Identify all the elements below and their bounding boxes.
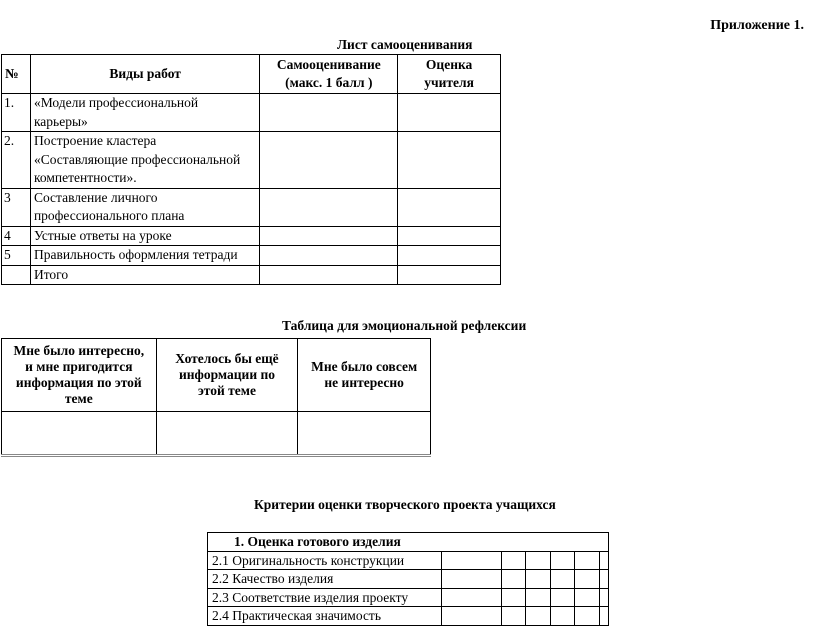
reflection-line: Мне было интересно, <box>13 343 145 358</box>
row-num: 5 <box>2 246 31 266</box>
header-teacher-line2: учителя <box>424 75 474 90</box>
self-score-cell[interactable] <box>260 246 398 266</box>
table-row <box>2 132 501 189</box>
reflection-table <box>1 338 431 457</box>
table-row <box>2 94 501 132</box>
reflection-col-want-more <box>156 339 298 412</box>
criteria-label: 2.2 Качество изделия <box>208 570 442 589</box>
table-row <box>208 607 609 626</box>
row-work-line: Составление личного <box>33 189 158 205</box>
row-work-line: карьеры» <box>33 113 88 129</box>
appendix-label: Приложение 1. <box>710 18 804 33</box>
table-row <box>208 570 609 589</box>
reflection-line: не интересно <box>324 375 404 390</box>
criteria-score-cell[interactable] <box>575 588 600 607</box>
criteria-score-cell[interactable] <box>442 607 502 626</box>
criteria-score-cell[interactable] <box>575 551 600 570</box>
criteria-section-header: 1. Оценка готового изделия <box>208 533 609 552</box>
criteria-score-cell[interactable] <box>501 570 526 589</box>
criteria-label: 2.1 Оригинальность конструкции <box>208 551 442 570</box>
teacher-score-cell[interactable] <box>398 265 501 285</box>
criteria-score-cell[interactable] <box>442 588 502 607</box>
row-num: 1. <box>2 94 31 132</box>
row-work <box>30 188 259 226</box>
self-score-cell[interactable] <box>260 94 398 132</box>
row-work: Правильность оформления тетради <box>30 246 259 266</box>
row-num: 2. <box>2 132 31 189</box>
table-row-total <box>2 265 501 285</box>
criteria-score-cell[interactable] <box>526 607 551 626</box>
criteria-score-cell[interactable] <box>550 570 575 589</box>
reflection-line: Мне было совсем <box>311 359 418 374</box>
criteria-label: 2.3 Соответствие изделия проекту <box>208 588 442 607</box>
row-num <box>2 265 31 285</box>
self-score-cell[interactable] <box>260 265 398 285</box>
header-work: Виды работ <box>30 55 259 94</box>
row-work-line: «Составляющие профессиональной <box>33 151 241 167</box>
row-work-line: профессионального плана <box>33 208 185 223</box>
self-assessment-title: Лист самооценивания <box>337 37 473 52</box>
criteria-score-cell[interactable] <box>501 607 526 626</box>
header-self-line1: Самооценивание <box>276 56 381 72</box>
row-work: Итого <box>30 265 259 285</box>
self-score-cell[interactable] <box>260 226 398 246</box>
reflection-line: теме <box>64 391 93 406</box>
criteria-score-cell[interactable] <box>526 588 551 607</box>
table-row <box>2 226 501 246</box>
header-self-line2: (макс. 1 балл ) <box>285 75 373 90</box>
reflection-col-interesting <box>2 339 157 412</box>
criteria-score-cell[interactable] <box>501 551 526 570</box>
criteria-score-cell[interactable] <box>599 551 608 570</box>
self-score-cell[interactable] <box>260 188 398 226</box>
header-teacher <box>398 55 501 94</box>
reflection-answer-cell[interactable] <box>298 412 431 456</box>
table-row <box>2 246 501 266</box>
criteria-score-cell[interactable] <box>550 607 575 626</box>
reflection-answer-cell[interactable] <box>2 412 157 456</box>
criteria-score-cell[interactable] <box>442 551 502 570</box>
criteria-score-cell[interactable] <box>599 607 608 626</box>
criteria-score-cell[interactable] <box>575 570 600 589</box>
criteria-score-cell[interactable] <box>550 551 575 570</box>
criteria-label: 2.4 Практическая значимость <box>208 607 442 626</box>
reflection-title: Таблица для эмоциональной рефлексии <box>282 318 527 333</box>
self-assessment-table <box>1 54 501 285</box>
criteria-score-cell[interactable] <box>550 588 575 607</box>
reflection-line: этой теме <box>197 383 256 398</box>
row-work-line: «Модели профессиональной <box>33 95 199 110</box>
criteria-table <box>207 532 609 626</box>
row-num: 3 <box>2 188 31 226</box>
table-row <box>208 551 609 570</box>
criteria-score-cell[interactable] <box>575 607 600 626</box>
self-score-cell[interactable] <box>260 132 398 189</box>
row-num: 4 <box>2 226 31 246</box>
criteria-title: Критерии оценки творческого проекта учащихся <box>254 497 556 512</box>
criteria-score-cell[interactable] <box>442 570 502 589</box>
teacher-score-cell[interactable] <box>398 132 501 189</box>
row-work-line: компетентности». <box>33 170 137 185</box>
table-row <box>208 588 609 607</box>
row-work <box>30 94 259 132</box>
row-work: Устные ответы на уроке <box>30 226 259 246</box>
criteria-score-cell[interactable] <box>599 588 608 607</box>
criteria-score-cell[interactable] <box>526 551 551 570</box>
reflection-line: информация по этой <box>15 375 142 390</box>
criteria-score-cell[interactable] <box>599 570 608 589</box>
table-row <box>2 188 501 226</box>
reflection-answer-cell[interactable] <box>156 412 298 456</box>
row-work-line: Построение кластера <box>33 133 157 148</box>
criteria-score-cell[interactable] <box>526 570 551 589</box>
teacher-score-cell[interactable] <box>398 94 501 132</box>
header-num: № <box>2 55 31 94</box>
row-work <box>30 132 259 189</box>
reflection-col-not-interesting <box>298 339 431 412</box>
teacher-score-cell[interactable] <box>398 188 501 226</box>
criteria-score-cell[interactable] <box>501 588 526 607</box>
header-teacher-line1: Оценка <box>425 56 473 72</box>
header-self <box>260 55 398 94</box>
teacher-score-cell[interactable] <box>398 246 501 266</box>
reflection-line: информации по <box>178 367 275 382</box>
teacher-score-cell[interactable] <box>398 226 501 246</box>
reflection-line: Хотелось бы ещё <box>175 351 279 366</box>
reflection-line: и мне пригодится <box>25 359 133 374</box>
